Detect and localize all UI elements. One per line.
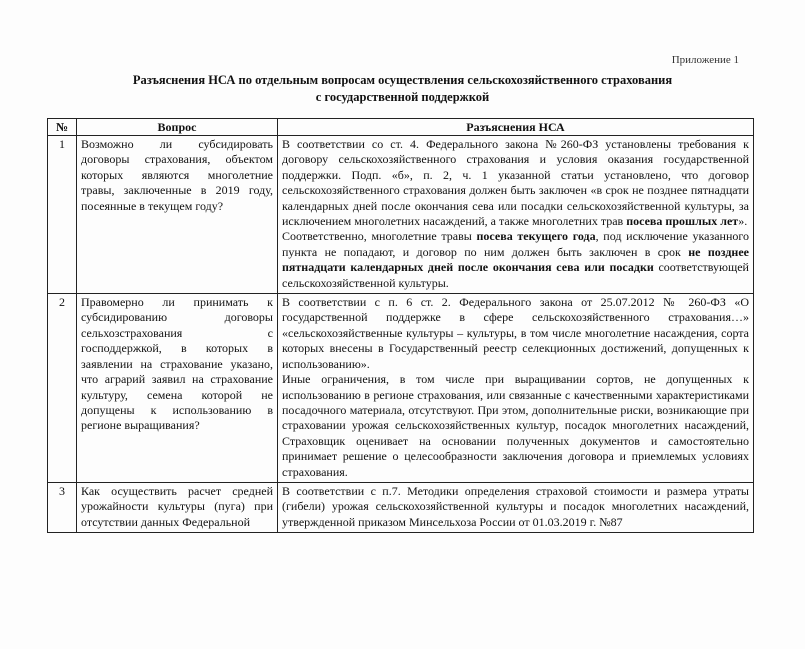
answer-paragraph: Соответственно, многолетние травы посева текущего года, под исключение указанного пункта не попадают, и договор по ним должен быть заключен в срок не позднее пятнадцати календарных дней после окончания сева или посадки соответствующей сельскохозяйственной культуры. (282, 229, 749, 290)
document-title (0, 72, 805, 106)
header-question: Вопрос (77, 119, 278, 136)
header-answer: Разъяснения НСА (278, 119, 754, 136)
emphasis-text: посева текущего года (476, 229, 596, 244)
row-number: 3 (48, 482, 77, 532)
row-answer (278, 482, 754, 532)
row-question: Как осуществить расчет средней урожайности культуры (пуга) при отсутствии данных Федеральной (77, 482, 278, 532)
answer-paragraph: Иные ограничения, в том числе при выращивании сортов, не допущенных к использованию в регионе страхования, или связанные с качественными характеристиками посадочного материала, отсутствуют. При этом, дополнительные риски, возникающие при страховании урожая сельскохозяйственных культур, посадок многолетних насаждений, Страховщик оценивает на основании полученных документов и самостоятельно принимает решение о целесообразности заключения договора и приемлемых условиях страхования. (282, 372, 749, 479)
table-row (48, 294, 754, 483)
appendix-label: Приложение 1 (671, 54, 739, 66)
row-number: 2 (48, 294, 77, 483)
row-answer (278, 294, 754, 483)
header-number: № (48, 119, 77, 136)
table-row (48, 482, 754, 532)
emphasis-text: не позднее пятнадцати календарных дней после окончания сева или посадки (282, 244, 749, 275)
answer-paragraph: В соответствии со ст. 4. Федерального закона №260-ФЗ установлены требования к договору сельскохозяйственного страхования и условия оказания государственной поддержки. Подп. «б», п. 2, ч. 1 указанной статьи установлено, что договор сельскохозяйственного страхования должен быть заключен «в срок не позднее пятнадцати календарных дней после окончания сева или посадки сельскохозяйственной культуры, за исключением многолетних насаждений, а также многолетних трав посева прошлых лет». (282, 137, 749, 229)
answer-paragraph: В соответствии с п.7. Методики определения страховой стоимости и размера утраты (гибели) урожая сельскохозяйственной культуры и посадок многолетних насаждений, утвержденной приказом Минсельхоза России от 01.03.2019 г. №87 (282, 483, 749, 529)
row-question: Возможно ли субсидировать договоры страхования, объектом которых являются многолетние травы, заключенные в 2019 году, посеянные в текущем году? (77, 136, 278, 294)
title-line-1: Разъяснения НСА по отдельным вопросам осуществления сельскохозяйственного страхования (132, 73, 673, 87)
answer-paragraph: В соответствии с п. 6 ст. 2. Федерального закона от 25.07.2012 № 260-ФЗ «О государственной поддержке в сфере сельскохозяйственного страхования…» «сельскохозяйственные культуры – культуры, в том числе многолетние насаждения, сорта которых внесены в Государственный реестр селекционных достижений, допущенных к использованию». (282, 295, 749, 371)
table-row (48, 136, 754, 294)
clarifications-table (47, 118, 754, 533)
emphasis-text: посева прошлых лет (626, 214, 739, 229)
row-number: 1 (48, 136, 77, 294)
row-question: Правомерно ли принимать к субсидированию договоры сельхозстрахования с господдержкой, в которых в заявлении на страхование указано, что аграрий заявил на страхование культуру, семена которой не допущены к использованию в регионе выращивания? (77, 294, 278, 483)
table-header-row (48, 119, 754, 136)
row-answer (278, 136, 754, 294)
title-line-2: с государственной поддержкой (315, 90, 490, 104)
